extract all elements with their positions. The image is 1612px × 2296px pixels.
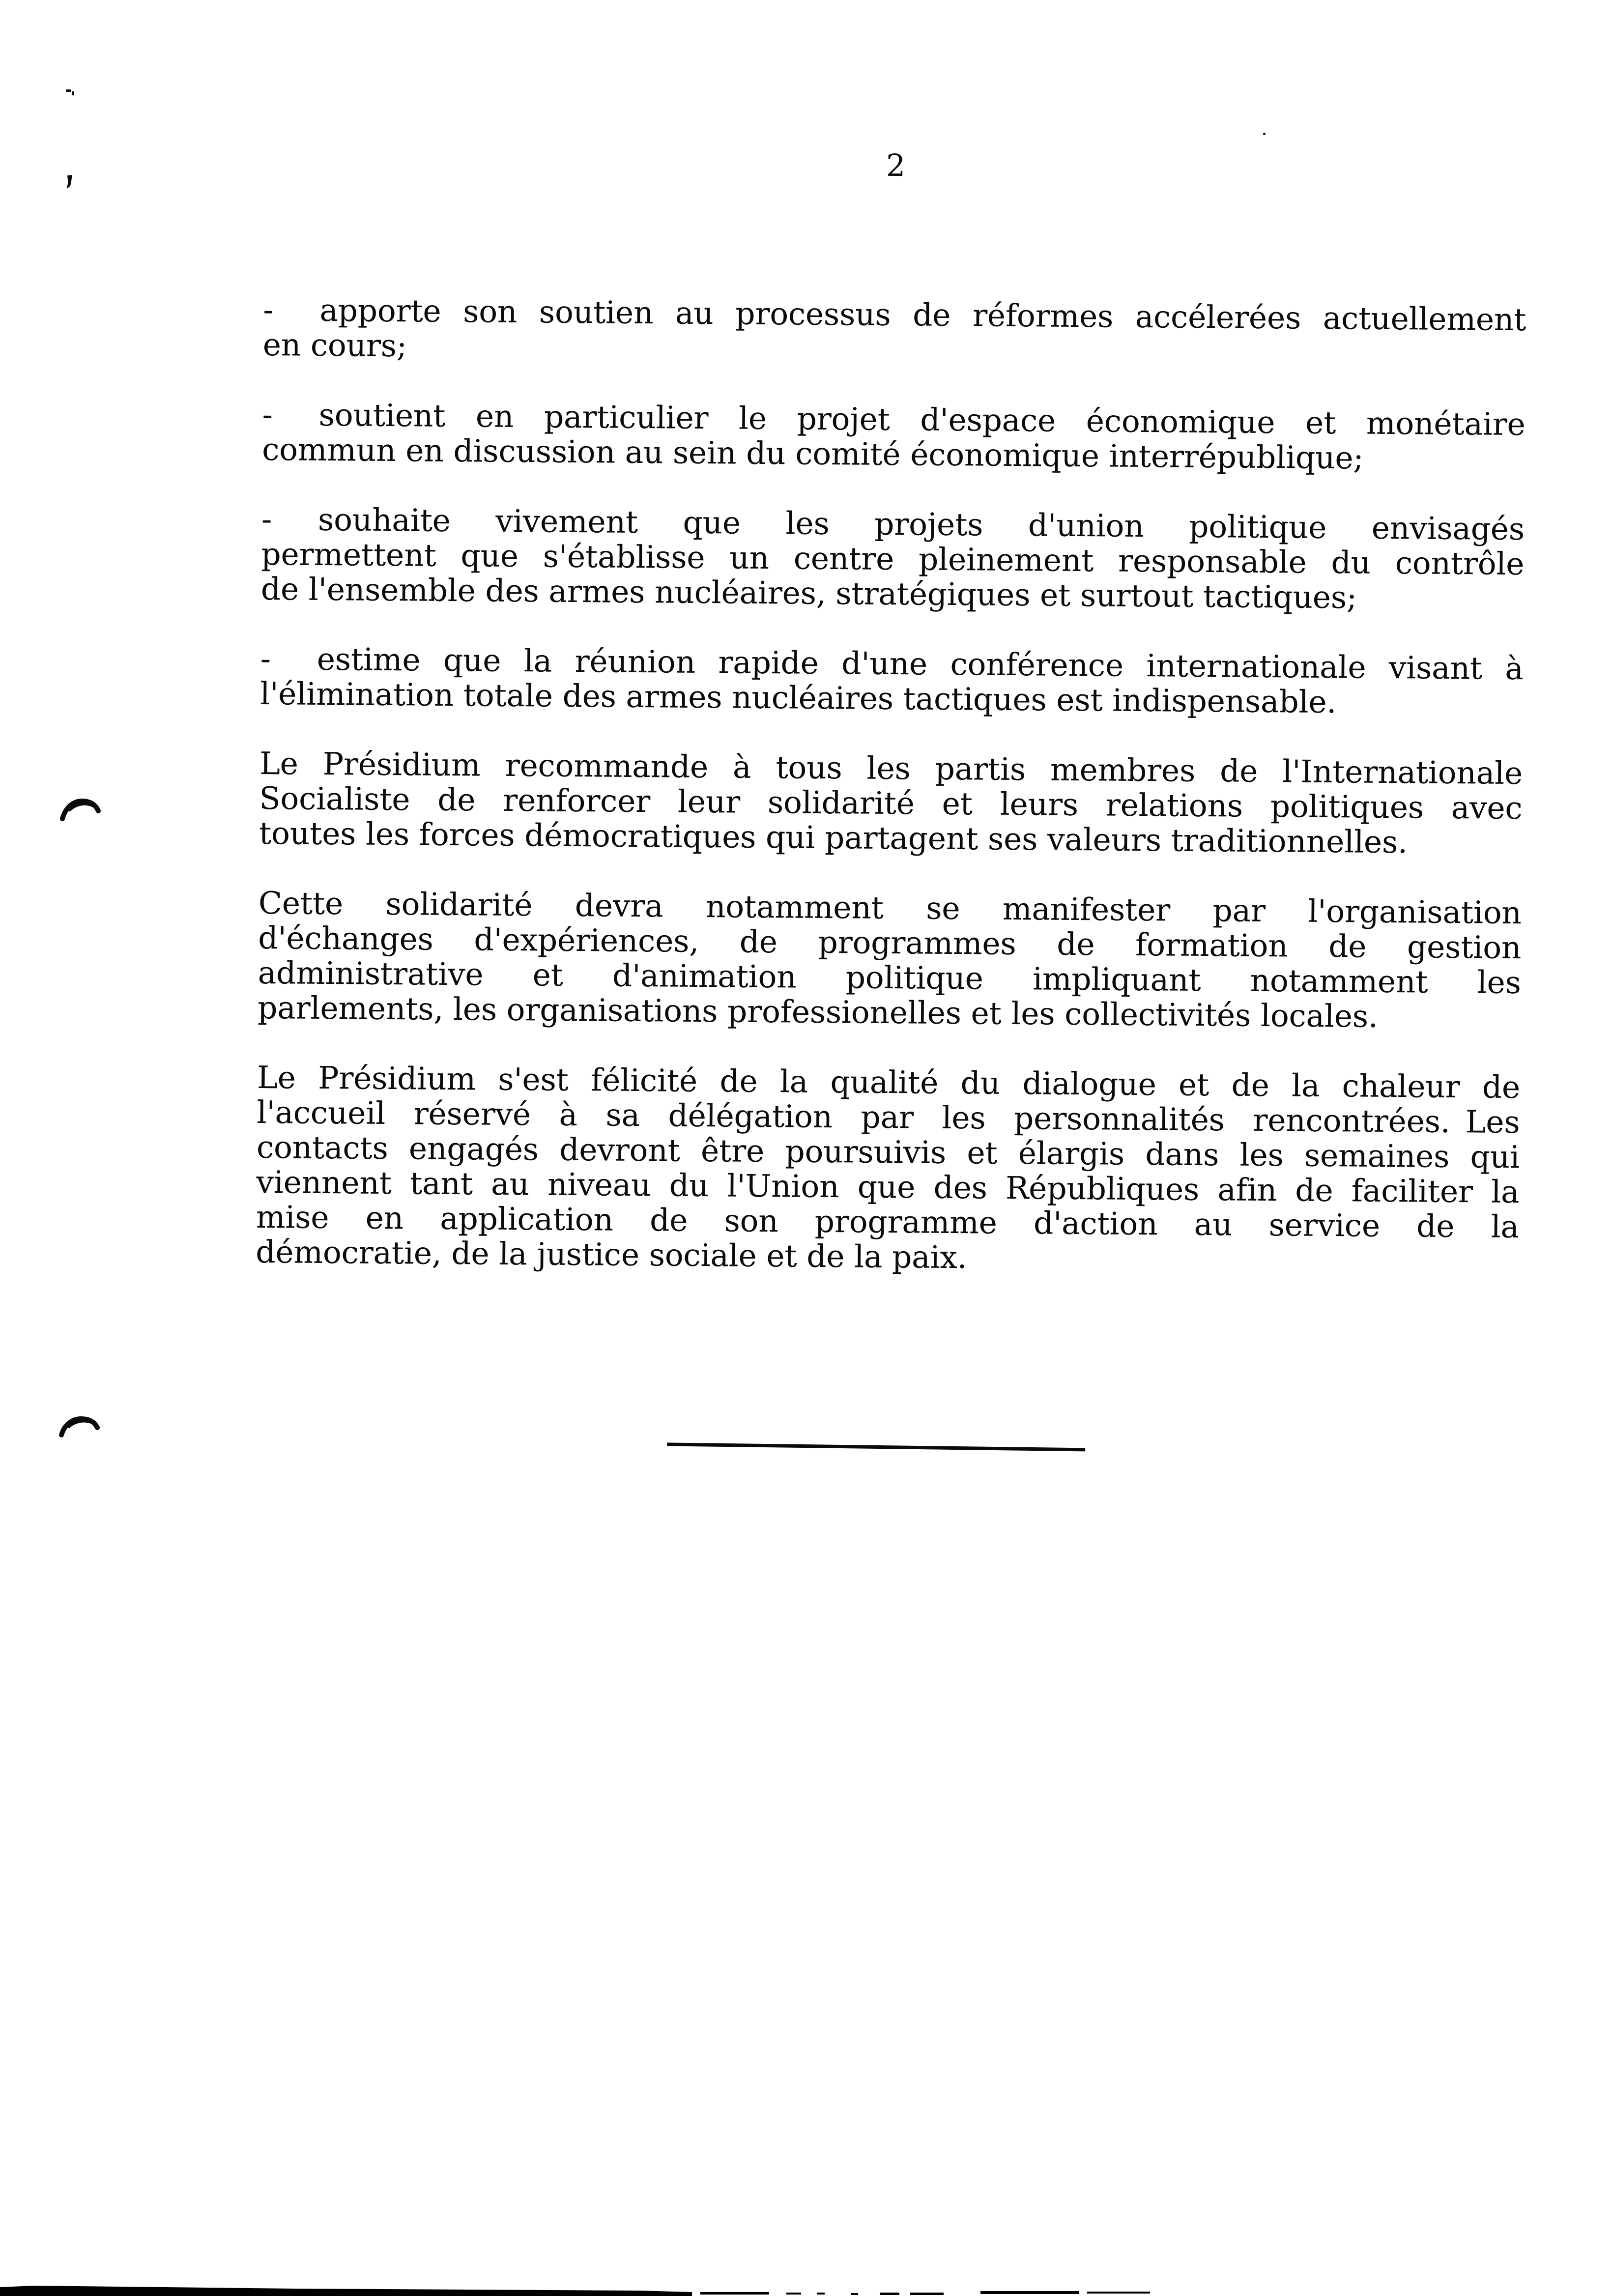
- text-line: viennent tant au niveau du l'Union que des Républiques afin de faciliter la: [256, 1164, 1520, 1210]
- paragraph-dash-item: [262, 397, 1526, 477]
- text-line: administrative et d'animation politique impliquant notamment les: [258, 954, 1521, 1001]
- text-line: en cours;: [262, 326, 407, 364]
- text-line: - estime que la réunion rapide d'une conférence internationale visant à: [260, 640, 1524, 687]
- paragraph-body: [258, 886, 1522, 1035]
- text-line: - apporte son soutien au processus de réformes accélerées actuellement: [263, 291, 1526, 338]
- paragraph-dash-item: [263, 292, 1526, 372]
- text-line: de l'ensemble des armes nucléaires, stratégiques et surtout tactiques;: [260, 571, 1357, 616]
- paragraph-dash-item: [261, 502, 1525, 616]
- paragraph-dash-item: [260, 641, 1524, 721]
- text-line: Le Présidium recommande à tous les partis membres de l'Internationale: [259, 745, 1523, 792]
- text-line: mise en application de son programme d'action au service de la: [256, 1199, 1520, 1245]
- scan-edge-artifact: [0, 2274, 1612, 2296]
- paragraph-body: [259, 746, 1523, 861]
- text-line: Socialiste de renforcer leur solidarité et leurs relations politiques avec: [259, 780, 1523, 827]
- text-line: l'accueil réservé à sa délégation par les personnalités rencontrées. Les: [257, 1094, 1520, 1141]
- text-line: - souhaite vivement que les projets d'union politique envisagés: [261, 501, 1525, 547]
- paragraph-body: [256, 1060, 1520, 1279]
- text-line: démocratie, de la justice sociale et de la paix.: [256, 1234, 967, 1276]
- text-line: - soutient en particulier le projet d'espace économique et monétaire: [262, 396, 1526, 443]
- text-line: permettent que s'établisse un centre pleinement responsable du contrôle: [261, 536, 1525, 582]
- text-line: d'échanges d'expériences, de programmes de formation de gestion: [258, 919, 1522, 966]
- scan-mark-arc: [60, 798, 101, 823]
- scan-mark-arc: [59, 1416, 100, 1439]
- text-line: Cette solidarité devra notamment se manifester par l'organisation: [258, 885, 1522, 931]
- page-number: 2: [886, 147, 906, 184]
- text-line: contacts engagés devront être poursuivis et élargis dans les semaines qui: [256, 1129, 1520, 1176]
- text-line: parlements, les organisations professionelles et les collectivités locales.: [257, 989, 1378, 1034]
- scan-mark-dot: [1263, 133, 1266, 135]
- text-line: commun en discussion au sein du comité économique interrépublique;: [261, 431, 1364, 476]
- paragraphs: [255, 292, 1526, 1314]
- text-line: Le Présidium s'est félicité de la qualité du dialogue et de la chaleur de: [257, 1059, 1521, 1106]
- scan-mark-dash-dot: [66, 88, 78, 96]
- text-line: toutes les forces démocratiques qui partagent ses valeurs traditionnelles.: [259, 815, 1408, 861]
- scan-content: [254, 145, 1527, 1511]
- signature-rule: [667, 1443, 1085, 1452]
- text-line: l'élimination totale des armes nucléaires tactiques est indispensable.: [259, 675, 1337, 720]
- scan-mark-apostrophe: [66, 175, 75, 190]
